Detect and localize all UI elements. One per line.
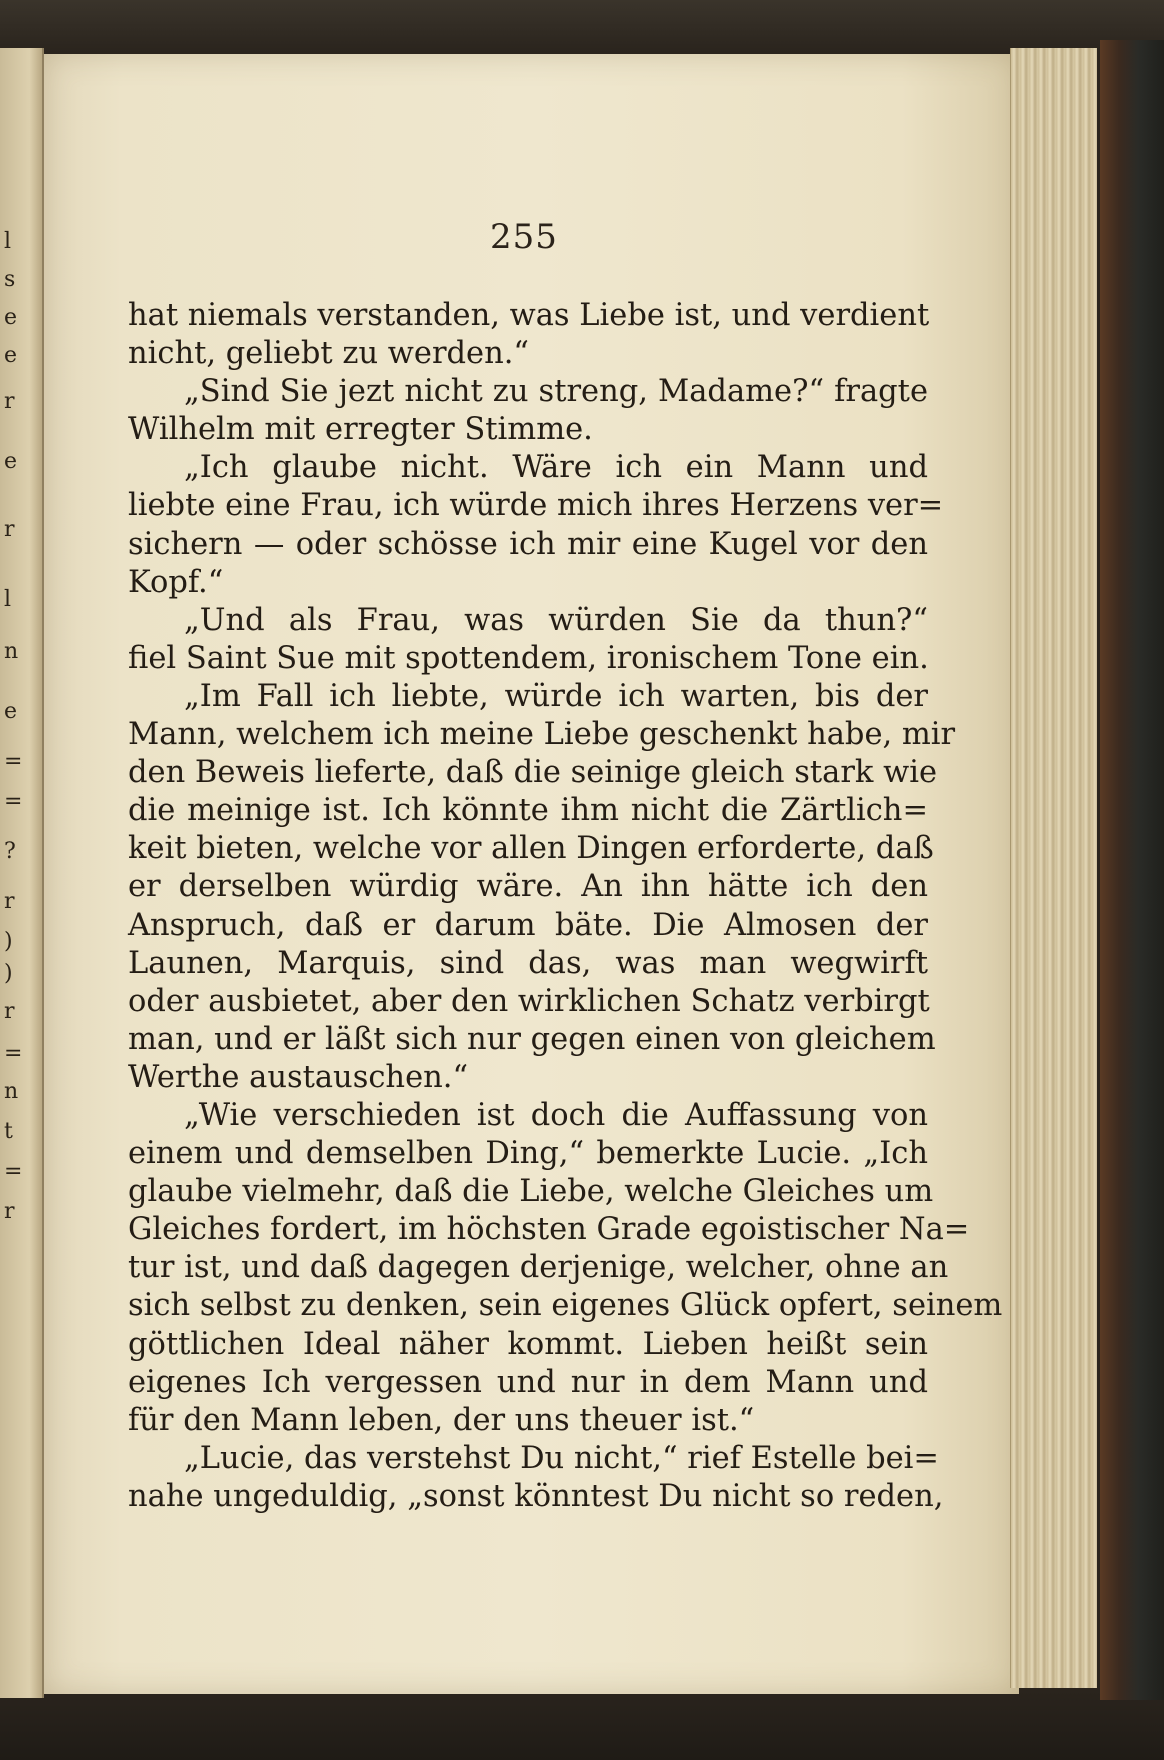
- text-line: Launen, Marquis, sind das, was man wegwirft: [128, 945, 928, 981]
- facing-page-glyph: ): [4, 961, 13, 986]
- facing-page-glyph: ): [4, 929, 13, 954]
- facing-page-glyph: e: [4, 343, 18, 368]
- text-line: sichern — oder schösse ich mir eine Kugel vor den: [128, 526, 928, 562]
- body-text: [128, 297, 1003, 1516]
- facing-page-edge: [0, 48, 44, 1698]
- text-line: tur ist, und daß dagegen derjenige, welcher, ohne an: [128, 1250, 949, 1286]
- page-number: 255: [490, 217, 558, 257]
- text-line: „Lucie, das verstehst Du nicht,“ rief Estelle bei=: [184, 1440, 939, 1476]
- text-line: fiel Saint Sue mit spottendem, ironischem Tone ein.: [128, 640, 929, 676]
- facing-page-glyph: r: [4, 1199, 15, 1224]
- text-line: man, und er läßt sich nur gegen einen von gleichem: [128, 1021, 936, 1057]
- facing-page-glyph: e: [4, 699, 18, 724]
- facing-page-glyph: n: [4, 639, 19, 664]
- text-line: Gleiches fordert, im höchsten Grade egoistischer Na=: [128, 1212, 970, 1248]
- text-line: die meinige ist. Ich könnte ihm nicht die Zärtlich=: [128, 793, 928, 829]
- text-line: nahe ungeduldig, „sonst könntest Du nicht so reden,: [128, 1478, 944, 1514]
- facing-page-glyph: l: [4, 587, 12, 612]
- text-line: eigenes Ich vergessen und nur in dem Mann und: [128, 1364, 928, 1400]
- facing-page-glyph: =: [4, 749, 23, 774]
- facing-page-glyph: =: [4, 1041, 23, 1066]
- facing-page-glyph: s: [4, 267, 16, 292]
- facing-page-glyph: ?: [4, 839, 16, 864]
- facing-page-glyph: t: [4, 1119, 13, 1144]
- text-line: den Beweis lieferte, daß die seinige gleich stark wie: [128, 755, 937, 791]
- text-line: oder ausbietet, aber den wirklichen Schatz verbirgt: [128, 983, 930, 1019]
- facing-page-glyph: e: [4, 449, 18, 474]
- text-line: Kopf.“: [128, 564, 224, 600]
- text-line: hat niemals verstanden, was Liebe ist, und verdient: [128, 298, 930, 333]
- facing-page-glyph: =: [4, 1159, 23, 1184]
- facing-page-glyph: l: [4, 229, 12, 254]
- text-line: er derselben würdig wäre. An ihn hätte ich den: [128, 869, 928, 905]
- book-cover: [1100, 40, 1164, 1700]
- page-stack-edge: [1010, 48, 1097, 1688]
- text-line: „Sind Sie jezt nicht zu streng, Madame?“ fragte: [184, 374, 928, 410]
- book-page: [44, 54, 1019, 1694]
- text-line: liebte eine Frau, ich würde mich ihres Herzens ver=: [128, 488, 944, 524]
- facing-page-glyph: e: [4, 305, 18, 330]
- facing-page-glyph: =: [4, 789, 23, 814]
- text-line: Anspruch, daß er darum bäte. Die Almosen der: [128, 907, 928, 943]
- facing-page-glyph: r: [4, 889, 15, 914]
- facing-page-glyph: r: [4, 389, 15, 414]
- text-line: Wilhelm mit erregter Stimme.: [128, 412, 593, 448]
- text-line: Werthe austauschen.“: [128, 1059, 469, 1095]
- text-line: für den Mann leben, der uns theuer ist.“: [128, 1402, 755, 1438]
- text-line: „Und als Frau, was würden Sie da thun?“: [184, 602, 928, 638]
- text-line: „Im Fall ich liebte, würde ich warten, bis der: [184, 678, 928, 714]
- facing-page-glyph: r: [4, 517, 15, 542]
- text-line: Mann, welchem ich meine Liebe geschenkt habe, mir: [128, 717, 956, 753]
- text-line: nicht, geliebt zu werden.“: [128, 336, 530, 372]
- text-line: glaube vielmehr, daß die Liebe, welche Gleiches um: [128, 1174, 934, 1210]
- text-line: einem und demselben Ding,“ bemerkte Lucie. „Ich: [128, 1136, 928, 1172]
- text-line: göttlichen Ideal näher kommt. Lieben heißt sein: [128, 1326, 928, 1362]
- text-line: „Wie verschieden ist doch die Auffassung von: [184, 1097, 928, 1133]
- text-line: sich selbst zu denken, sein eigenes Glück opfert, seinem: [128, 1288, 1003, 1324]
- text-line: keit bieten, welche vor allen Dingen erforderte, daß: [128, 831, 934, 867]
- text-line: „Ich glaube nicht. Wäre ich ein Mann und: [184, 450, 928, 486]
- facing-page-glyph: n: [4, 1079, 19, 1104]
- facing-page-glyph: r: [4, 999, 15, 1024]
